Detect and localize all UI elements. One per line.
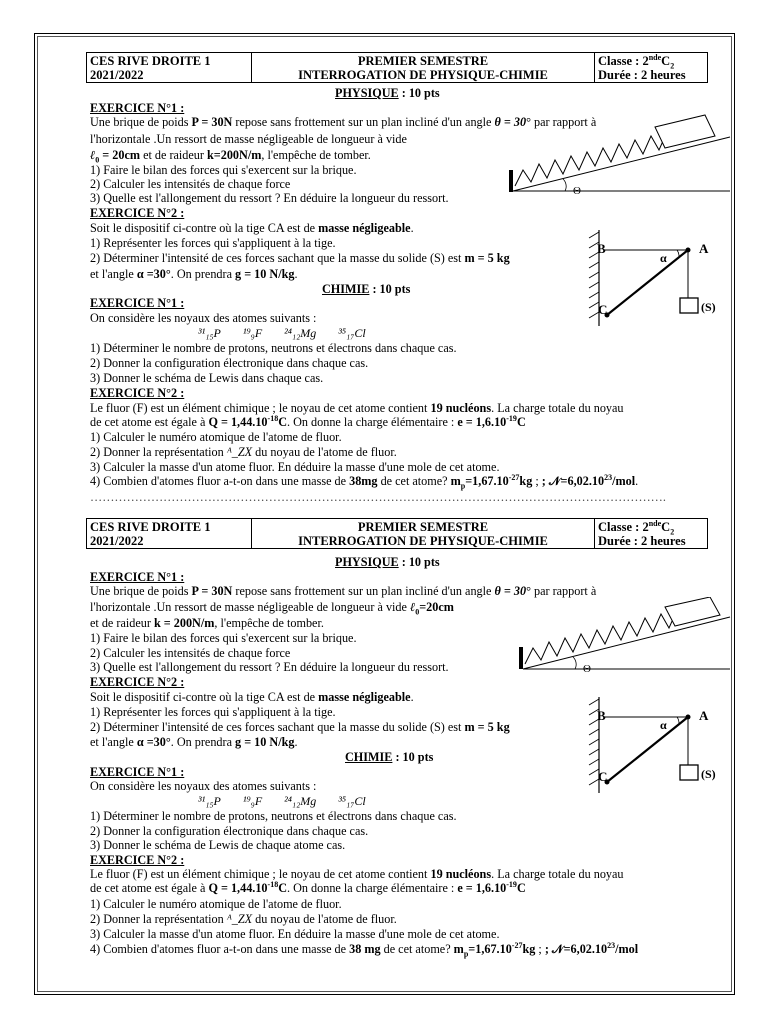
exercise-1-title: EXERCICE N°1 : — [90, 101, 185, 115]
chem-exercise-2-title-2: EXERCICE N°2 : — [90, 853, 185, 867]
p1-line2: l'horizontale .Un ressort de masse négligeable de longueur à vide — [90, 132, 407, 146]
test-title: INTERROGATION DE PHYSIQUE-CHIMIE — [298, 68, 548, 82]
nuclei-list-2: ³¹₁₅P ¹⁹₉F ²⁴₁₂Mg ³⁵₁₇Cl — [198, 794, 366, 808]
c1-q3-2: 3) Donner le schéma de Lewis de chaque atome cas. — [90, 838, 346, 852]
alpha-label: α — [660, 251, 667, 265]
c1-q3: 3) Donner le schéma de Lewis dans chaque cas. — [90, 371, 324, 385]
p1-q1-2: 1) Faire le bilan des forces qui s'exercent sur la brique. — [90, 631, 357, 645]
c2-q1: 1) Calculer le numéro atomique de l'atome de fluor. — [90, 430, 342, 444]
p1-q3-2: 3) Quelle est l'allongement du ressort ? En déduire la longueur du ressort. — [90, 660, 449, 674]
header-table — [86, 52, 708, 83]
exercise-2-title-2: EXERCICE N°2 : — [90, 675, 185, 689]
c2-q1-2: 1) Calculer le numéro atomique de l'atome de fluor. — [90, 897, 342, 911]
c2-line2: de cet atome est égale à $Q = 1,44.10^{-18}C$. On donne la charge élémentaire : $e = 1,6.10^{-19}C$ — [90, 413, 526, 429]
p1-line2-2: l'horizontale .Un ressort de masse négligeable de longueur à vide ℓ$_0$=20cm — [90, 600, 454, 617]
c2-q3-2: 3) Calculer la masse d'un atome fluor. En déduire la masse d'une mole de cet atome. — [90, 927, 500, 941]
duration: Durée : 2 heures — [598, 68, 686, 82]
duration: Durée : 2 heures — [598, 534, 686, 548]
p1-line1-2: Une brique de poids P = 30N repose sans frottement sur un plan incliné d'un angle θ = 30° par rapport à — [90, 584, 597, 598]
school-year: 2021/2022 — [90, 68, 144, 82]
c1-q1-2: 1) Déterminer le nombre de protons, neutrons et électrons dans chaque cas. — [90, 809, 457, 823]
c1-q2: 2) Donner la configuration électronique dans chaque cas. — [90, 356, 369, 370]
school-name: CES RIVE DROITE 1 — [90, 520, 211, 534]
solid-s-label: (S) — [701, 300, 716, 314]
p1-q2: 2) Calculer les intensités de chaque force — [90, 177, 291, 191]
p1-line1: Une brique de poids P = 30N repose sans frottement sur un plan incliné d'un angle θ = 30° par rapport à — [90, 115, 597, 129]
c2-q2-2: 2) Donner la représentation ᴬ_ZX du noyau de l'atome de fluor. — [90, 912, 397, 926]
c1-q2-2: 2) Donner la configuration électronique dans chaque cas. — [90, 824, 369, 838]
chimie-heading: CHIMIE : 10 pts — [322, 282, 411, 296]
chem-exercise-1-title: EXERCICE N°1 : — [90, 296, 185, 310]
test-title: INTERROGATION DE PHYSIQUE-CHIMIE — [298, 534, 548, 548]
p1-line3: ℓ$_0$ = 20cm et de raideur k=200N/m, l'empêche de tomber. — [90, 148, 371, 165]
c2-q2: 2) Donner la représentation ᴬ_ZX du noyau de l'atome de fluor. — [90, 445, 397, 459]
rod-figure — [585, 228, 725, 328]
class-label: Classe : $2ndeC_2$ — [598, 52, 675, 71]
p2-q1-2: 1) Représenter les forces qui s'appliquent à la tige. — [90, 705, 336, 719]
p2-line3-2: et l'angle α =30°. On prendra g = 10 N/kg. — [90, 735, 298, 749]
c1-intro: On considère les noyaux des atomes suivants : — [90, 311, 317, 325]
chem-exercise-2-title: EXERCICE N°2 : — [90, 386, 185, 400]
p1-q1: 1) Faire le bilan des forces qui s'exercent sur la brique. — [90, 163, 357, 177]
c2-q4: 4) Combien d'atomes fluor a-t-on dans une masse de 38mg de cet atome? $m_p=1,67.10^{-27}kg$ ; ; $𝒩=6,02.10^{23}$/mol. — [90, 472, 639, 491]
school-year: 2021/2022 — [90, 534, 144, 548]
c2-line1: Le fluor (F) est un élément chimique ; le noyau de cet atome contient 19 nucléons. La charge totale du noyau — [90, 401, 624, 415]
class-label: Classe : $2ndeC_2$ — [598, 518, 675, 537]
point-c-label: C — [598, 302, 608, 317]
chimie-heading-2: CHIMIE : 10 pts — [345, 750, 434, 764]
theta-label: Θ — [573, 185, 581, 197]
c2-line2-2: de cet atome est égale à $Q = 1,44.10^{-18}C$. On donne la charge élémentaire : $e = 1,6.10^{-19}C$ — [90, 879, 526, 895]
header-table-2 — [86, 518, 708, 549]
theta-label: Θ — [583, 663, 591, 675]
c1-intro-2: On considère les noyaux des atomes suivants : — [90, 779, 317, 793]
p1-q2-2: 2) Calculer les intensités de chaque force — [90, 646, 291, 660]
inclined-plane-figure — [505, 112, 735, 197]
nuclei-list: ³¹₁₅P ¹⁹₉F ²⁴₁₂Mg ³⁵₁₇Cl — [198, 326, 366, 340]
point-a-label: A — [699, 708, 709, 723]
p2-q2-2: 2) Déterminer l'intensité de ces forces sachant que la masse du solide (S) est m = 5 kg — [90, 720, 510, 734]
c2-line1-2: Le fluor (F) est un élément chimique ; le noyau de cet atome contient 19 nucléons. La charge totale du noyau — [90, 867, 624, 881]
p2-line1-2: Soit le dispositif ci-contre où la tige CA est de masse négligeable. — [90, 690, 414, 704]
point-a-label: A — [699, 241, 709, 256]
p2-q2: 2) Déterminer l'intensité de ces forces sachant que la masse du solide (S) est m = 5 kg — [90, 251, 510, 265]
physique-heading-2: PHYSIQUE : 10 pts — [335, 555, 440, 569]
alpha-label: α — [660, 718, 667, 732]
exercise-2-title: EXERCICE N°2 : — [90, 206, 185, 220]
c2-q3: 3) Calculer la masse d'un atome fluor. En déduire la masse d'une mole de cet atome. — [90, 460, 500, 474]
c1-q1: 1) Déterminer le nombre de protons, neutrons et électrons dans chaque cas. — [90, 341, 457, 355]
inclined-plane-figure-2 — [515, 597, 735, 675]
c2-q4-2: 4) Combien d'atomes fluor a-t-on dans une masse de 38 mg de cet atome? $m_p=1,67.10^{-27}kg$ ; ; $𝒩=6,02.10^{23}$/mol — [90, 940, 639, 959]
exercise-1-title-2: EXERCICE N°1 : — [90, 570, 185, 584]
semester: PREMIER SEMESTRE — [357, 54, 489, 68]
semester: PREMIER SEMESTRE — [357, 520, 489, 534]
p2-line3: et l'angle α =30°. On prendra g = 10 N/kg. — [90, 267, 298, 281]
point-c-label: C — [598, 769, 608, 784]
p2-line1: Soit le dispositif ci-contre où la tige CA est de masse négligeable. — [90, 221, 414, 235]
separator-dots: ……………………………………………………………………………………………………………………………. — [90, 490, 666, 504]
physique-heading: PHYSIQUE : 10 pts — [335, 86, 440, 100]
school-name: CES RIVE DROITE 1 — [90, 54, 211, 68]
point-b-label: B — [597, 708, 606, 723]
p1-q3: 3) Quelle est l'allongement du ressort ? En déduire la longueur du ressort. — [90, 191, 449, 205]
chem-exercise-1-title-2: EXERCICE N°1 : — [90, 765, 185, 779]
rod-figure-2 — [585, 695, 725, 795]
p2-q1: 1) Représenter les forces qui s'appliquent à la tige. — [90, 236, 336, 250]
point-b-label: B — [597, 241, 606, 256]
solid-s-label: (S) — [701, 767, 716, 781]
p1-line3-2: et de raideur k = 200N/m, l'empêche de tomber. — [90, 616, 324, 630]
